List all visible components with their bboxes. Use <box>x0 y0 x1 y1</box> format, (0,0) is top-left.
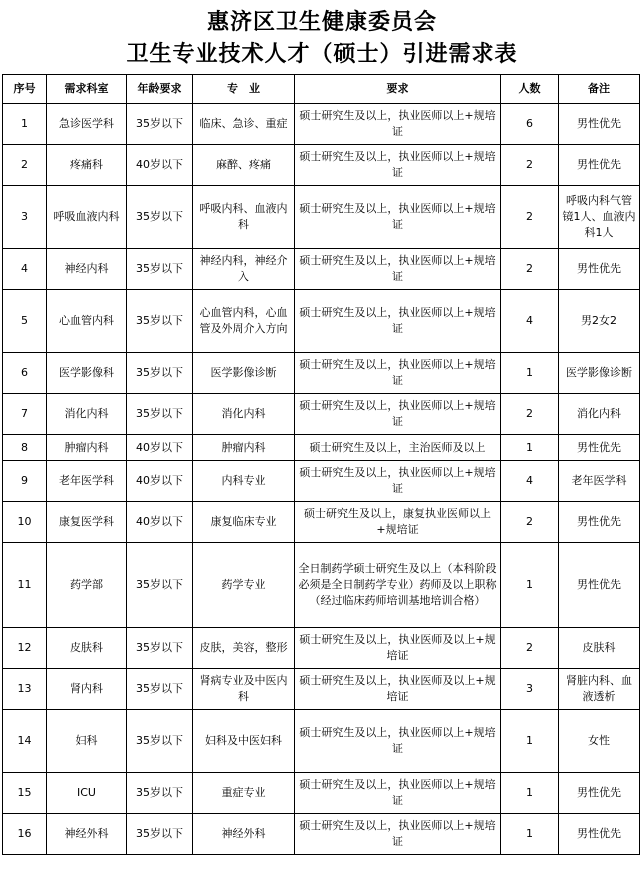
cell-dept: 皮肤科 <box>47 628 127 669</box>
cell-note: 男性优先 <box>559 145 640 186</box>
table-row <box>3 249 640 290</box>
cell-requirement: 硕士研究生及以上，执业医师以上+规培证 <box>295 710 501 773</box>
cell-requirement: 硕士研究生及以上，执业医师以上+规培证 <box>295 104 501 145</box>
table-row <box>3 186 640 249</box>
cell-no: 16 <box>3 814 47 855</box>
cell-count: 4 <box>501 290 559 353</box>
cell-note: 男性优先 <box>559 249 640 290</box>
cell-note: 男性优先 <box>559 104 640 145</box>
table-row <box>3 435 640 461</box>
cell-no: 12 <box>3 628 47 669</box>
cell-no: 6 <box>3 353 47 394</box>
cell-count: 2 <box>501 502 559 543</box>
cell-age: 40岁以下 <box>127 502 193 543</box>
table-row <box>3 543 640 628</box>
table-row <box>3 628 640 669</box>
cell-no: 1 <box>3 104 47 145</box>
cell-no: 3 <box>3 186 47 249</box>
cell-count: 3 <box>501 669 559 710</box>
header-major: 专 业 <box>193 75 295 104</box>
header-note: 备注 <box>559 75 640 104</box>
cell-count: 2 <box>501 628 559 669</box>
cell-age: 35岁以下 <box>127 290 193 353</box>
cell-age: 35岁以下 <box>127 543 193 628</box>
cell-requirement: 硕士研究生及以上，执业医师以上+规培证 <box>295 353 501 394</box>
cell-no: 8 <box>3 435 47 461</box>
cell-requirement: 硕士研究生及以上，执业医师以上+规培证 <box>295 249 501 290</box>
cell-major: 妇科及中医妇科 <box>193 710 295 773</box>
cell-note: 女性 <box>559 710 640 773</box>
header-age: 年龄要求 <box>127 75 193 104</box>
cell-note: 老年医学科 <box>559 461 640 502</box>
cell-major: 医学影像诊断 <box>193 353 295 394</box>
cell-dept: 呼吸血液内科 <box>47 186 127 249</box>
cell-major: 消化内科 <box>193 394 295 435</box>
cell-requirement: 硕士研究生及以上，执业医师及以上+规培证 <box>295 669 501 710</box>
cell-age: 35岁以下 <box>127 814 193 855</box>
cell-requirement: 硕士研究生及以上，主治医师及以上 <box>295 435 501 461</box>
cell-major: 内科专业 <box>193 461 295 502</box>
cell-no: 11 <box>3 543 47 628</box>
cell-requirement: 硕士研究生及以上，执业医师以上+规培证 <box>295 145 501 186</box>
table-row <box>3 773 640 814</box>
cell-no: 7 <box>3 394 47 435</box>
cell-requirement: 硕士研究生及以上，执业医师以上+规培证 <box>295 773 501 814</box>
header-row <box>3 75 640 104</box>
cell-dept: 神经外科 <box>47 814 127 855</box>
cell-dept: 肿瘤内科 <box>47 435 127 461</box>
cell-note: 男性优先 <box>559 543 640 628</box>
cell-no: 10 <box>3 502 47 543</box>
cell-dept: 老年医学科 <box>47 461 127 502</box>
cell-major: 肾病专业及中医内科 <box>193 669 295 710</box>
cell-dept: 消化内科 <box>47 394 127 435</box>
cell-no: 4 <box>3 249 47 290</box>
cell-age: 40岁以下 <box>127 145 193 186</box>
header-requirement: 要求 <box>295 75 501 104</box>
header-no: 序号 <box>3 75 47 104</box>
cell-age: 40岁以下 <box>127 461 193 502</box>
table-row <box>3 461 640 502</box>
cell-count: 2 <box>501 394 559 435</box>
cell-count: 1 <box>501 543 559 628</box>
cell-dept: 心血管内科 <box>47 290 127 353</box>
cell-count: 4 <box>501 461 559 502</box>
requirements-table <box>2 74 640 855</box>
cell-count: 1 <box>501 435 559 461</box>
cell-count: 2 <box>501 145 559 186</box>
cell-dept: 医学影像科 <box>47 353 127 394</box>
cell-note: 男性优先 <box>559 435 640 461</box>
cell-note: 男性优先 <box>559 773 640 814</box>
cell-dept: 疼痛科 <box>47 145 127 186</box>
cell-note: 消化内科 <box>559 394 640 435</box>
cell-note: 医学影像诊断 <box>559 353 640 394</box>
table-row <box>3 502 640 543</box>
cell-requirement: 硕士研究生及以上，执业医师以上+规培证 <box>295 394 501 435</box>
cell-count: 2 <box>501 186 559 249</box>
table-row <box>3 145 640 186</box>
cell-requirement: 硕士研究生及以上，执业医师以上+规培证 <box>295 186 501 249</box>
cell-major: 心血管内科，心血管及外周介入方向 <box>193 290 295 353</box>
cell-major: 呼吸内科、血液内科 <box>193 186 295 249</box>
table-row <box>3 710 640 773</box>
cell-count: 1 <box>501 814 559 855</box>
cell-age: 35岁以下 <box>127 104 193 145</box>
cell-note: 男性优先 <box>559 814 640 855</box>
cell-major: 皮肤，美容，整形 <box>193 628 295 669</box>
cell-major: 药学专业 <box>193 543 295 628</box>
cell-age: 40岁以下 <box>127 435 193 461</box>
cell-count: 1 <box>501 710 559 773</box>
cell-no: 13 <box>3 669 47 710</box>
document-title: 惠济区卫生健康委员会 <box>206 9 437 35</box>
cell-major: 临床、急诊、重症 <box>193 104 295 145</box>
table-row <box>3 394 640 435</box>
cell-age: 35岁以下 <box>127 394 193 435</box>
cell-requirement: 硕士研究生及以上，执业医师以上+规培证 <box>295 814 501 855</box>
cell-age: 35岁以下 <box>127 773 193 814</box>
cell-age: 35岁以下 <box>127 186 193 249</box>
cell-age: 35岁以下 <box>127 710 193 773</box>
cell-no: 2 <box>3 145 47 186</box>
cell-note: 呼吸内科气管镜1人、血液内科1人 <box>559 186 640 249</box>
cell-dept: ICU <box>47 773 127 814</box>
cell-major: 肿瘤内科 <box>193 435 295 461</box>
cell-major: 神经内科，神经介入 <box>193 249 295 290</box>
cell-major: 神经外科 <box>193 814 295 855</box>
cell-count: 1 <box>501 353 559 394</box>
header-dept: 需求科室 <box>47 75 127 104</box>
cell-age: 35岁以下 <box>127 628 193 669</box>
cell-requirement: 硕士研究生及以上，执业医师及以上+规培证 <box>295 628 501 669</box>
cell-dept: 神经内科 <box>47 249 127 290</box>
cell-age: 35岁以下 <box>127 669 193 710</box>
cell-requirement: 全日制药学硕士研究生及以上（本科阶段必须是全日制药学专业）药师及以上职称（经过临床药师培训基地培训合格） <box>295 543 501 628</box>
cell-no: 5 <box>3 290 47 353</box>
cell-count: 6 <box>501 104 559 145</box>
cell-dept: 药学部 <box>47 543 127 628</box>
table-row <box>3 814 640 855</box>
cell-age: 35岁以下 <box>127 353 193 394</box>
cell-no: 15 <box>3 773 47 814</box>
cell-no: 14 <box>3 710 47 773</box>
table-row <box>3 353 640 394</box>
cell-note: 男2女2 <box>559 290 640 353</box>
cell-count: 2 <box>501 249 559 290</box>
cell-requirement: 硕士研究生及以上，执业医师以上+规培证 <box>295 290 501 353</box>
cell-note: 肾脏内科、血液透析 <box>559 669 640 710</box>
table-row <box>3 669 640 710</box>
cell-requirement: 硕士研究生及以上，康复执业医师以上+规培证 <box>295 502 501 543</box>
cell-no: 9 <box>3 461 47 502</box>
header-count: 人数 <box>501 75 559 104</box>
cell-dept: 肾内科 <box>47 669 127 710</box>
cell-major: 麻醉、疼痛 <box>193 145 295 186</box>
cell-count: 1 <box>501 773 559 814</box>
cell-dept: 康复医学科 <box>47 502 127 543</box>
document-subtitle: 卫生专业技术人才（硕士）引进需求表 <box>126 41 518 67</box>
cell-note: 皮肤科 <box>559 628 640 669</box>
cell-age: 35岁以下 <box>127 249 193 290</box>
cell-major: 康复临床专业 <box>193 502 295 543</box>
table-row <box>3 290 640 353</box>
cell-dept: 急诊医学科 <box>47 104 127 145</box>
cell-requirement: 硕士研究生及以上，执业医师以上+规培证 <box>295 461 501 502</box>
cell-major: 重症专业 <box>193 773 295 814</box>
cell-note: 男性优先 <box>559 502 640 543</box>
table-row <box>3 104 640 145</box>
cell-dept: 妇科 <box>47 710 127 773</box>
